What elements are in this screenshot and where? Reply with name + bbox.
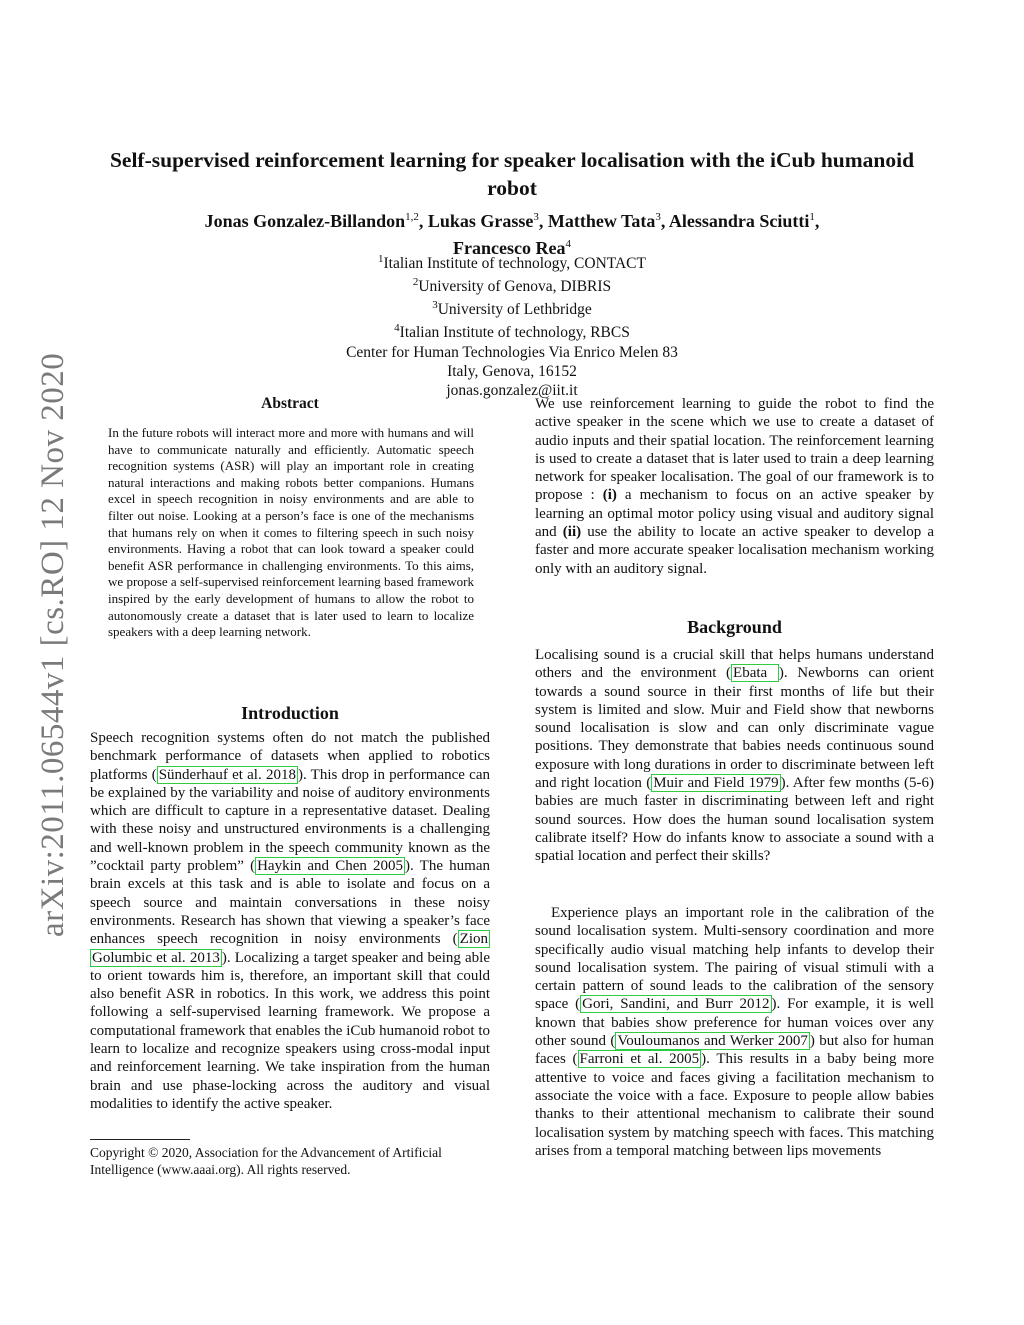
author-affil-sup: 4 — [565, 238, 571, 250]
author-affil-sup: 3 — [655, 211, 661, 223]
citation-link[interactable]: Farroni et al. 2005 — [579, 1051, 700, 1068]
author-list: Jonas Gonzalez-Billandon$^{1,2}$, Lukas Grasse$^3$, Matthew Tata$^3$, Alessandra Sciutti$^1$, Francesco Rea$^4$ — [204, 211, 820, 258]
background-heading: Background — [687, 617, 782, 637]
citation-link[interactable]: Zion Golumbic et al. 2013 — [92, 931, 488, 966]
introduction-heading: Introduction — [241, 703, 339, 723]
background-paragraph-2: Experience plays an important role in the calibration of the sound localisation system. Multi-sensory coordination and more specifically audio visual matching help infants to develop their sound localisation system. The pairing of visual stimuli with a certain pattern of sound leads to the calibration of the sensory space ( Gori, Sandini, and Burr 2012 ). For example, it is well known that babies show preference for human voices over any other sound ( Vouloumanos and Werker 2007 ) but also for human faces ( Farroni et al. 2005 ). This results in a baby being more attentive to voice and faces giving a facilitation mechanism to associate the voice with a face. Exposure to people allow babies thanks to their attentional mechanism to calibrate their sound localisation system by matching speech with faces. This matching arises from a temporal matching between lips movements — [535, 905, 935, 1159]
background-paragraph-1: Localising sound is a crucial skill that helps humans understand others and the environment ( Ebata ). Newborns can orient towards a sound source in their first months of life but their system is limited and slow. Muir and Field show that newborns sound localisation is slow and can only discriminate vague positions. They demonstrate that babies needs continuous sound exposure with long durations in order to discriminate between left and right location ( Muir and Field 1979 ). After few months (5-6) babies are much faster in discriminating between left and right sound sources. How does the human sound localisation system calibrate itself? How do infants know to associate a sound with a spatial location and perfect their skills? — [535, 647, 934, 865]
address-line: Center for Human Technologies Via Enrico Melen 83 — [346, 343, 678, 361]
citation-link[interactable]: Sünderhauf et al. 2018 — [158, 766, 296, 783]
author-affil-sup: 1,2 — [405, 211, 419, 223]
author-name: Lukas Grasse — [427, 211, 534, 231]
citation-link[interactable]: Gori, Sandini, and Burr 2012 — [582, 996, 770, 1013]
address-line: Italy, Genova, 16152 — [447, 362, 577, 380]
intro-continued-paragraph: We use reinforcement learning to guide the robot to find the active speaker in the scene which we use to create a dataset of audio inputs and their spatial location. The reinforcement learning is used to create a dataset that is later used to train a deep learning network for speaker localisation. The goal of our framework is to propose : (i) a mechanism to focus on an active speaker by learning an optimal motor policy using visual and auditory signal and (ii) use the ability to locate an active speaker to develop a faster and more accurate speaker localisation mechanism working only with an auditory signal. — [535, 396, 935, 577]
arxiv-identifier: arXiv:2011.06544v1 [cs.RO] 12 Nov 2020 — [35, 352, 71, 938]
affiliation-line: $^2$University of Genova, DIBRIS — [412, 276, 612, 296]
author-name: Francesco Rea — [453, 238, 566, 258]
author-name: Alessandra Sciutti — [668, 211, 810, 231]
abstract-text: In the future robots will interact more and more with humans and will have to communicate naturally and efficiently. Automatic speech recognition systems (ASR) will play an important role in creating natural interactions and making robots better companions. Humans excel in speech recognition in noisy environments and are able to filter out noise. Looking at a person’s face is one of the mechanisms that humans rely on when it comes to filtering speech in such noisy environments. Having a robot that can look toward a speaker could benefit ASR performance in challenging environments. To this aims, we propose a self-supervised reinforcement learning based framework inspired by the early development of humans to allow the robot to autonomously create a dataset that is later used to learn to localize speakers with a deep learning network. — [108, 425, 474, 640]
author-name: Matthew Tata — [547, 211, 656, 231]
citation-link[interactable]: Muir and Field 1979 — [653, 775, 779, 792]
citation-link[interactable]: Vouloumanos and Werker 2007 — [617, 1033, 808, 1050]
affiliation-line: $^4$Italian Institute of technology, RBCS — [394, 322, 630, 342]
author-affil-sup: 3 — [533, 211, 539, 223]
abstract-heading: Abstract — [261, 395, 319, 412]
paper-title: Self-supervised reinforcement learning for speaker localisation with the iCub humanoid robot — [109, 148, 915, 200]
affiliation-line: $^3$University of Lethbridge — [432, 299, 592, 319]
copyright-notice: Copyright © 2020, Association for the Advancement of Artificial Intelligence (www.aaai.org). All rights reserved. — [90, 1145, 442, 1177]
author-affil-sup: 1 — [809, 211, 815, 223]
author-name: Jonas Gonzalez-Billandon — [204, 211, 406, 231]
introduction-paragraph: Speech recognition systems often do not match the published benchmark performance of datasets when applied to robotics platforms ( Sünderhauf et al. 2018 ). This drop in performance can be explained by the variability and noise of auditory environments which are difficult to capture in a representative dataset. Dealing with these noisy and unstructured environments is a challenging and well-known problem in the speech community known as the ”cocktail party problem” ( Haykin and Chen 2005 ). The human brain excels at this task and is able to isolate and focus on a speech source and maintain conversations in these noisy environments. Research has shown that viewing a speaker’s face enhances speech recognition in noisy environments ( Zion Golumbic et al. 2013 ). Localizing a target speaker and being able to orient towards him is, therefore, an important skill that could also benefit ASR in robotics. In this work, we address this point following a self-supervised learning framework. We propose a computational framework that enables the iCub humanoid robot to learn to localize and recognize speakers using cross-modal input and reinforcement learning. We take inspiration from the human brain and use phase-locking across the auditory and visual modalities to identify the active speaker. — [90, 730, 490, 1112]
citation-link[interactable]: Ebata — [733, 665, 777, 682]
citation-link[interactable]: Haykin and Chen 2005 — [257, 858, 404, 875]
contact-email: jonas.gonzalez@iit.it — [446, 381, 578, 399]
affiliation-line: $^1$Italian Institute of technology, CONTACT — [378, 253, 646, 273]
footnote-rule — [90, 1139, 190, 1140]
affiliation-block — [90, 250, 934, 400]
